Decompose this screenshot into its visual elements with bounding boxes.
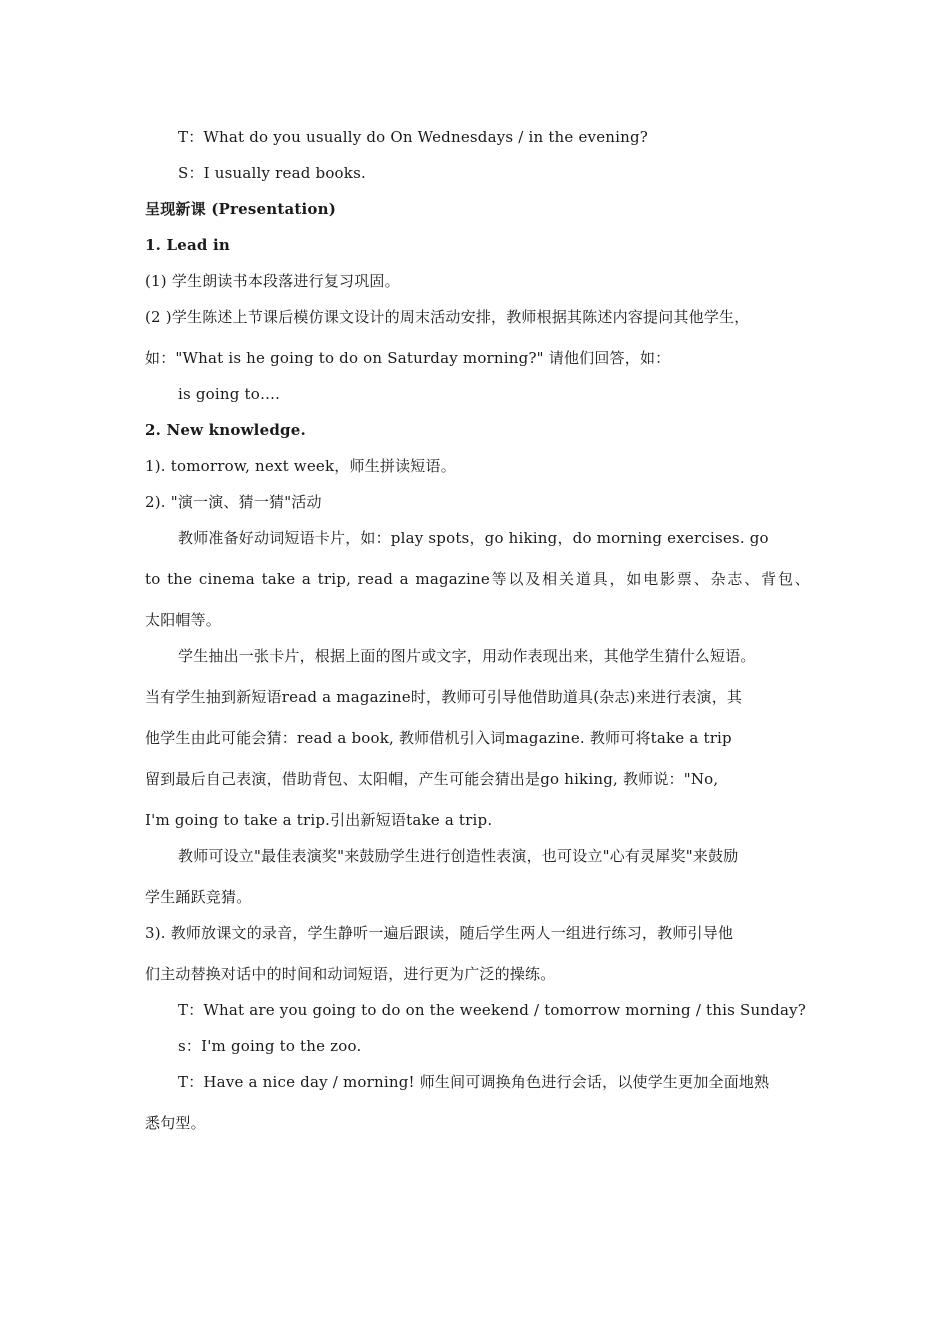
paragraph-line: 教师可设立"最佳表演奖"来鼓励学生进行创造性表演，也可设立"心有灵犀奖"来鼓励: [178, 847, 739, 865]
list-item: 3). 教师放课文的录音，学生静听一遍后跟读，随后学生两人一组进行练习，教师引导他: [145, 924, 734, 942]
paragraph-line: 太阳帽等。: [145, 611, 222, 629]
paragraph-line: 学生抽出一张卡片，根据上面的图片或文字，用动作表现出来，其他学生猜什么短语。: [178, 647, 756, 665]
paragraph-line: is going to….: [178, 385, 281, 403]
paragraph-line: 如："What is he going to do on Saturday morning?" 请他们回答，如：: [145, 349, 671, 367]
dialogue-line-student-answer: S：I usually read books.: [178, 164, 366, 182]
subheading-lead-in: 1. Lead in: [145, 236, 231, 254]
paragraph-line: 留到最后自己表演，借助背包、太阳帽，产生可能会猜出是go hiking, 教师说："No,: [145, 770, 719, 788]
dialogue-line-teacher: T：Have a nice day / morning! 师生间可调换角色进行会话，以使学生更加全面地熟: [178, 1073, 770, 1091]
paragraph-line: 教师准备好动词短语卡片，如：play spots，go hiking，do morning exercises. go: [178, 529, 769, 547]
paragraph-line: 悉句型。: [145, 1114, 206, 1132]
paragraph-line: 他学生由此可能会猜：read a book, 教师借机引入词magazine. 教师可将take a trip: [145, 729, 732, 747]
paragraph-line: (2 )学生陈述上节课后模仿课文设计的周末活动安排，教师根据其陈述内容提问其他学生，: [145, 308, 750, 326]
section-heading-presentation: 呈现新课 (Presentation): [145, 200, 337, 218]
paragraph-line: 们主动替换对话中的时间和动词短语，进行更为广泛的操练。: [145, 965, 556, 983]
paragraph-line: to the cinema take a trip, read a magazine等以及相关道具，如电影票、杂志、背包、: [145, 570, 810, 588]
subheading-new-knowledge: 2. New knowledge.: [145, 421, 306, 439]
list-item: 2). "演一演、猜一猜"活动: [145, 493, 322, 511]
paragraph-line: I'm going to take a trip.引出新短语take a trip.: [145, 811, 493, 829]
dialogue-line-student-answer: s：I'm going to the zoo.: [178, 1037, 362, 1055]
dialogue-line-teacher-question: T：What do you usually do On Wednesdays / in the evening?: [178, 128, 649, 146]
paragraph-line: 当有学生抽到新短语read a magazine时，教师可引导他借助道具(杂志)来进行表演，其: [145, 688, 743, 706]
list-item: 1). tomorrow, next week，师生拼读短语。: [145, 457, 456, 475]
dialogue-line-teacher-question: T：What are you going to do on the weekend / tomorrow morning / this Sunday?: [178, 1001, 807, 1019]
paragraph-line: (1) 学生朗读书本段落进行复习巩固。: [145, 272, 400, 290]
paragraph-line: 学生踊跃竞猜。: [145, 888, 252, 906]
